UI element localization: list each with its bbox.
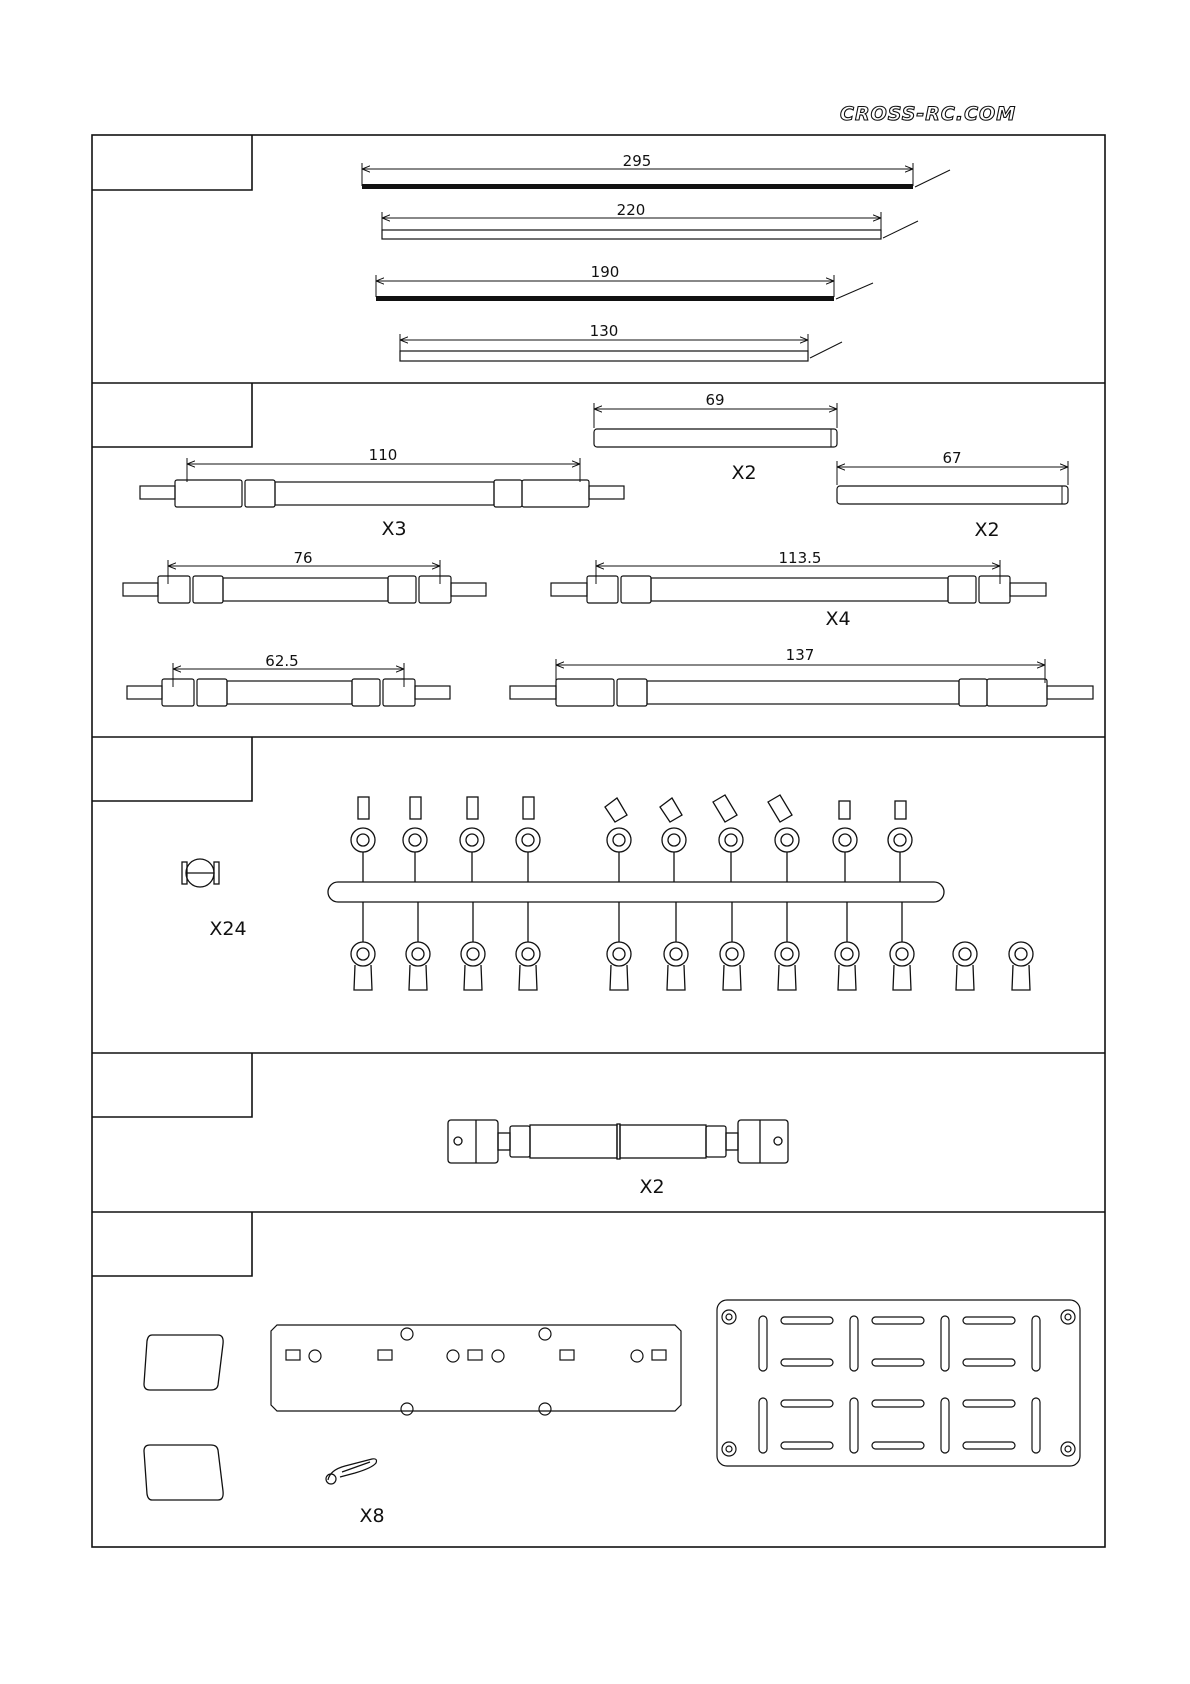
dim-label-110: 110 bbox=[368, 446, 398, 464]
dim-label-190: 190 bbox=[590, 263, 620, 281]
rod-end bbox=[833, 801, 857, 882]
dim-label-62-5: 62.5 bbox=[265, 652, 299, 670]
rod-end bbox=[888, 801, 912, 882]
section-rod-ends bbox=[182, 795, 1033, 990]
rod-220 bbox=[382, 201, 918, 239]
rod-end-angled bbox=[768, 795, 799, 882]
link-113-5 bbox=[551, 549, 1046, 630]
pin-69 bbox=[594, 391, 837, 484]
rod-end bbox=[953, 942, 977, 990]
brand-logo bbox=[840, 103, 1016, 125]
rod-end bbox=[460, 797, 484, 882]
rod-end bbox=[664, 902, 688, 990]
rod-end bbox=[516, 902, 540, 990]
rod-end bbox=[516, 797, 540, 882]
driveshaft bbox=[448, 1120, 788, 1163]
brand-logo-text: CROSS-RC.COM bbox=[840, 103, 1017, 125]
dim-label-76: 76 bbox=[293, 549, 313, 567]
rod-end bbox=[351, 797, 375, 882]
pivot-ball bbox=[182, 859, 219, 887]
dim-label-295: 295 bbox=[622, 152, 652, 170]
rod-end bbox=[461, 902, 485, 990]
link-62-5 bbox=[127, 652, 450, 706]
rod-130 bbox=[400, 322, 842, 361]
rod-295 bbox=[362, 152, 950, 189]
rod-end bbox=[835, 902, 859, 990]
dim-label-69: 69 bbox=[705, 391, 725, 409]
dim-label-67: 67 bbox=[942, 449, 962, 467]
rod-end bbox=[775, 902, 799, 990]
section-rods bbox=[362, 152, 950, 361]
mounting-plate bbox=[271, 1325, 681, 1415]
section-frames bbox=[92, 135, 1105, 1547]
rod-end bbox=[351, 902, 375, 990]
rod-end-angled bbox=[713, 795, 743, 882]
section-links bbox=[123, 391, 1093, 706]
dim-label-220: 220 bbox=[616, 201, 646, 219]
pad-lower bbox=[144, 1445, 223, 1500]
rod-190 bbox=[376, 263, 873, 301]
section-driveshaft bbox=[448, 1120, 788, 1198]
rod-end-angled bbox=[605, 798, 631, 882]
pin-67 bbox=[837, 449, 1068, 541]
qty-label-link-110: X3 bbox=[381, 518, 407, 540]
rod-end bbox=[1009, 942, 1033, 990]
qty-label-clips: X8 bbox=[359, 1505, 385, 1527]
grille-plate bbox=[717, 1300, 1080, 1466]
dim-label-137: 137 bbox=[785, 646, 815, 664]
dim-label-113-5: 113.5 bbox=[778, 549, 822, 567]
qty-label-pin-67: X2 bbox=[974, 519, 1000, 541]
qty-label-link-113-5: X4 bbox=[825, 608, 851, 630]
rod-ends-top bbox=[351, 795, 912, 882]
qty-label-balls: X24 bbox=[209, 918, 247, 940]
rod-ends-bottom bbox=[351, 902, 1033, 990]
dim-label-130: 130 bbox=[589, 322, 619, 340]
rod-end bbox=[607, 902, 631, 990]
link-76 bbox=[123, 549, 486, 603]
section-hardware bbox=[144, 1300, 1080, 1527]
link-110 bbox=[140, 446, 624, 540]
rod-end bbox=[403, 797, 427, 882]
pad-upper bbox=[144, 1335, 223, 1390]
body-clip bbox=[326, 1459, 377, 1484]
rod-end bbox=[720, 902, 744, 990]
qty-label-pin-69: X2 bbox=[731, 462, 757, 484]
sprue-runner bbox=[328, 882, 944, 902]
rod-end-angled bbox=[660, 798, 686, 882]
qty-label-driveshaft: X2 bbox=[639, 1176, 665, 1198]
rod-end bbox=[890, 902, 914, 990]
rod-end bbox=[406, 902, 430, 990]
link-137 bbox=[510, 646, 1093, 706]
